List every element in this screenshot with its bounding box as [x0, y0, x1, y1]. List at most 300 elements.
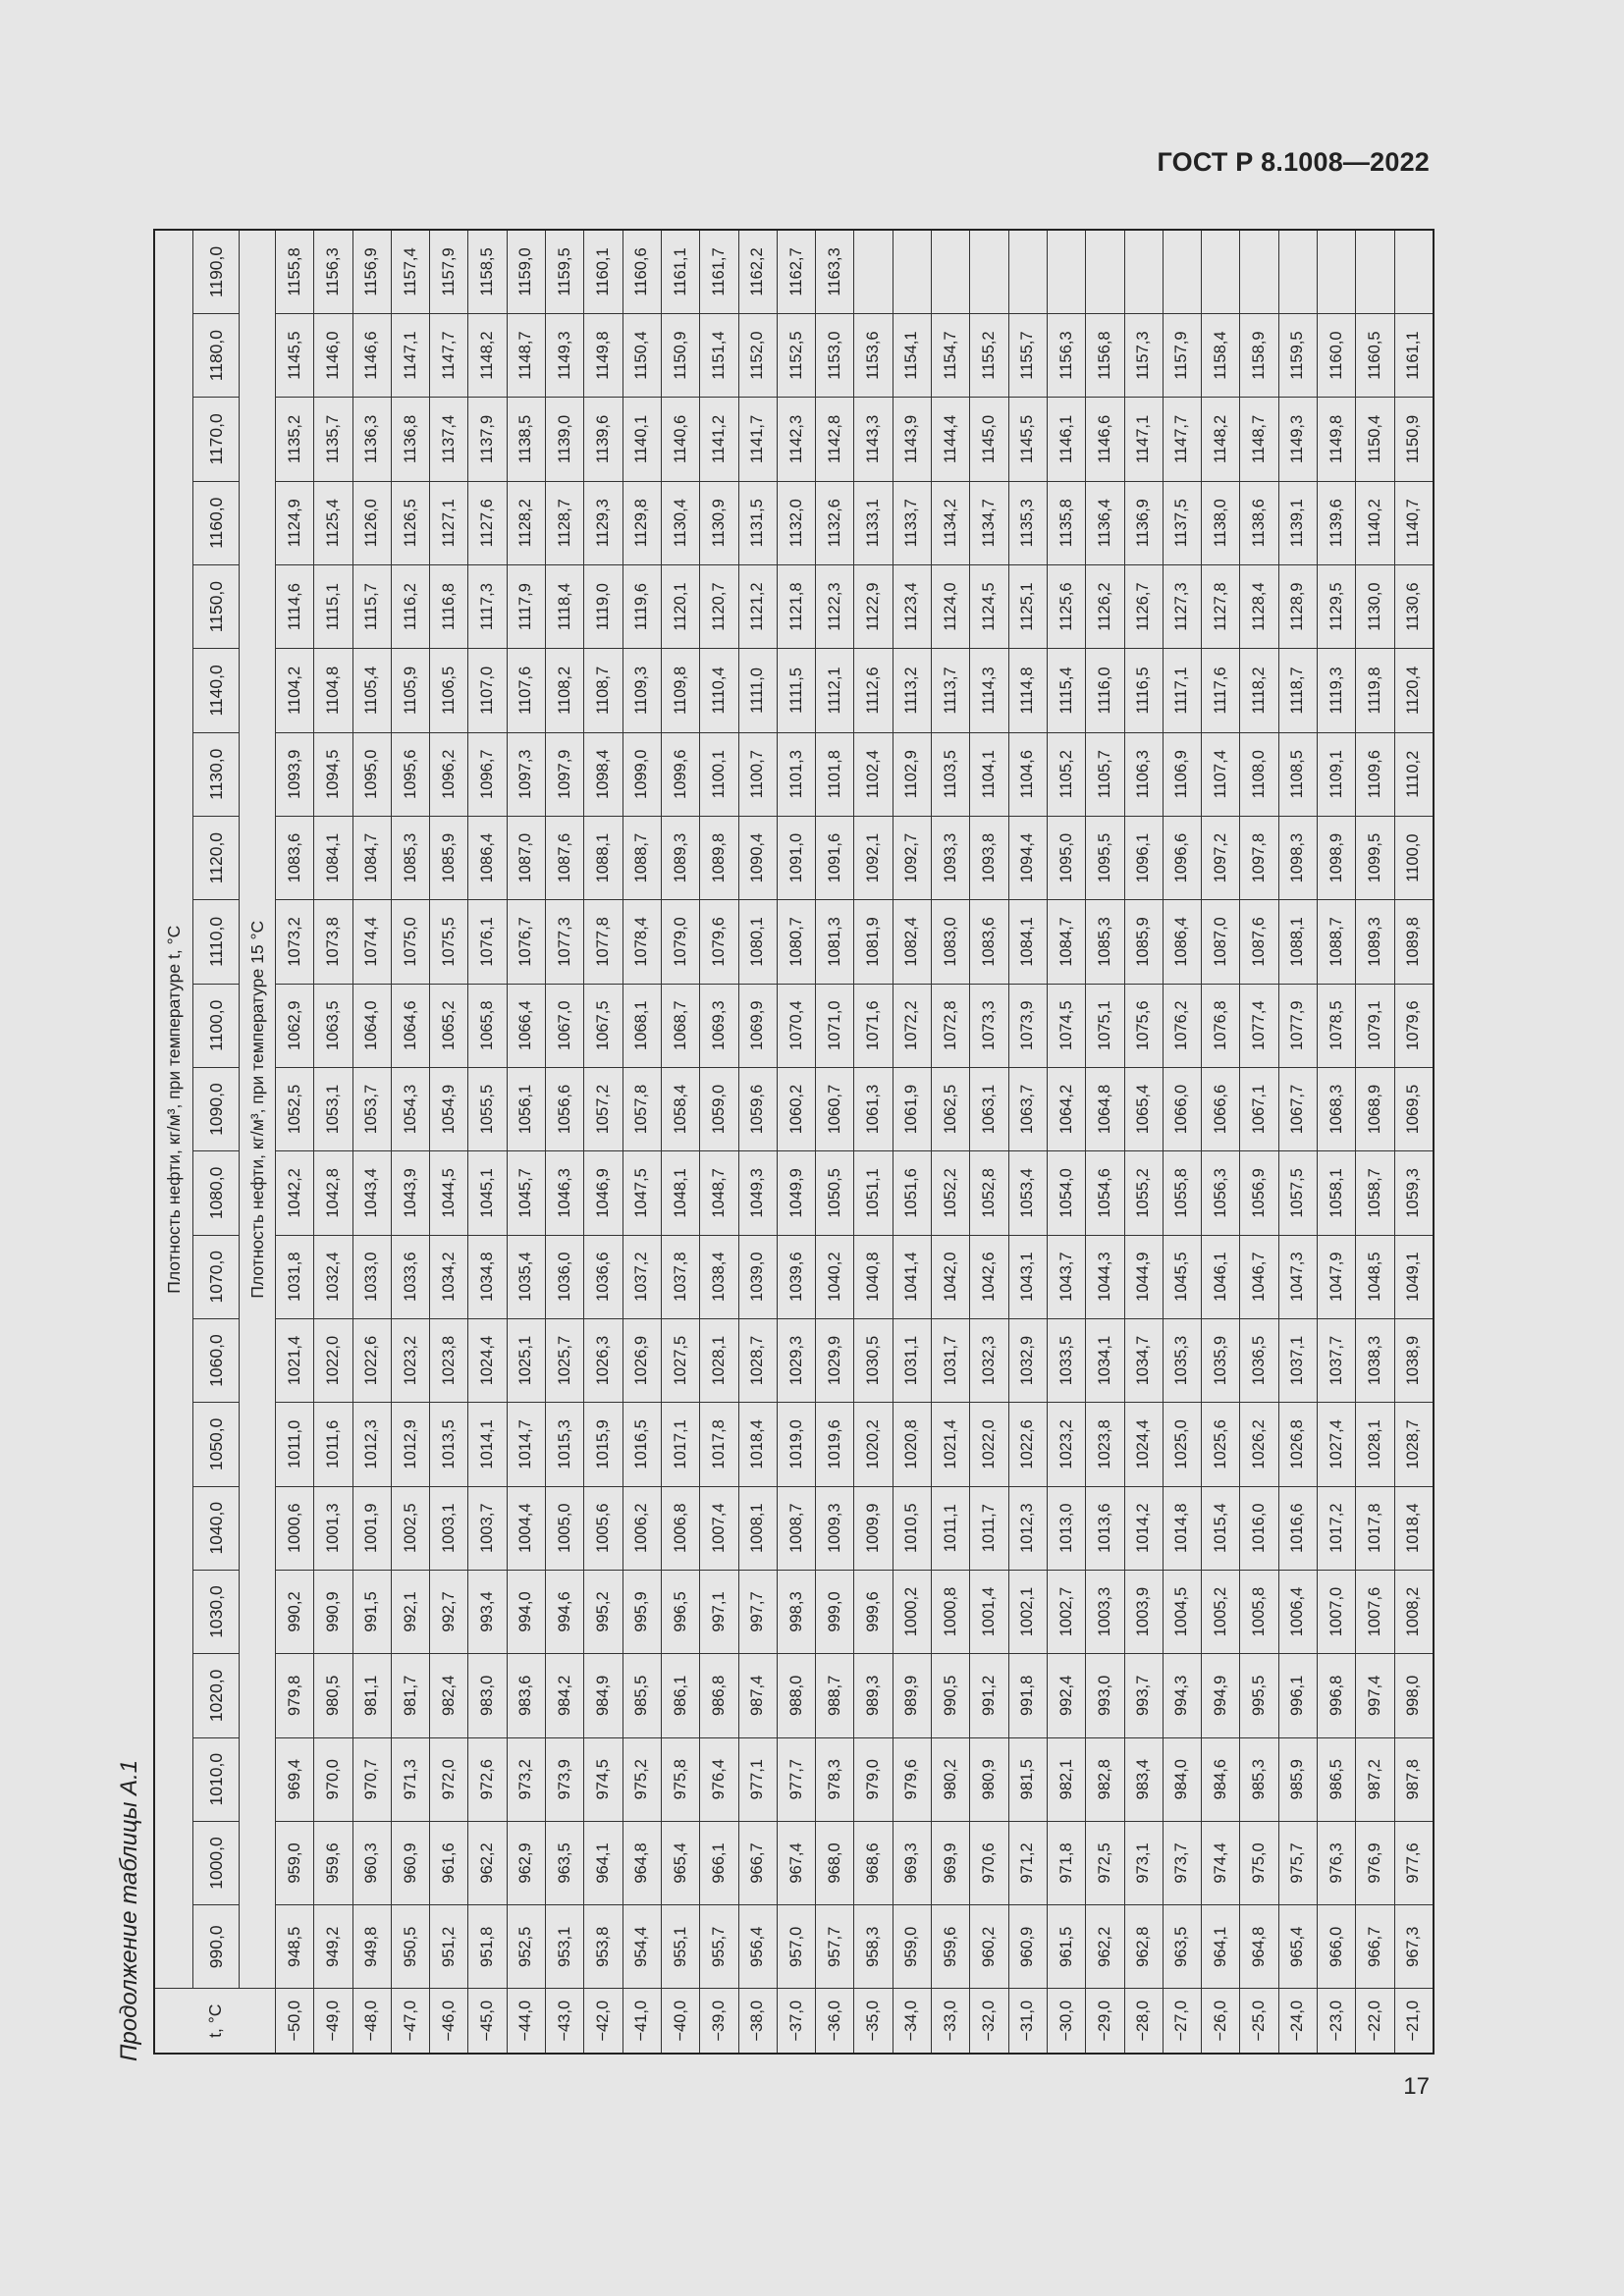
table-row: [1318, 230, 1356, 2054]
density-cell: 1046,9: [584, 1151, 623, 1235]
density-cell: 1093,8: [970, 816, 1008, 899]
density-cell: 1046,7: [1240, 1235, 1278, 1318]
density-cell: 1097,2: [1202, 816, 1240, 899]
density-cell: 1090,4: [738, 816, 777, 899]
density-cell: 1060,7: [816, 1067, 854, 1150]
density-cell: 1043,7: [1047, 1235, 1085, 1318]
density-cell: 1113,2: [893, 649, 931, 732]
density-cell: 1104,1: [970, 732, 1008, 816]
density-cell: 977,1: [738, 1737, 777, 1821]
density-cell: 1088,1: [1278, 900, 1317, 984]
density-cell: 1136,3: [352, 398, 391, 481]
density-cell: 1054,6: [1086, 1151, 1124, 1235]
density-cell: 981,5: [1008, 1737, 1047, 1821]
density-cell: 966,0: [1318, 1905, 1356, 1989]
table-row: [276, 230, 314, 2054]
density-cell: 1097,9: [546, 732, 584, 816]
density-cell: 1043,4: [352, 1151, 391, 1235]
density-cell: 1007,0: [1318, 1570, 1356, 1653]
density-cell: 980,9: [970, 1737, 1008, 1821]
temperature-cell: −40,0: [661, 1989, 699, 2054]
density-cell: 953,1: [546, 1905, 584, 1989]
table-row: [391, 230, 429, 2054]
temperature-cell: −48,0: [352, 1989, 391, 2054]
density-cell: 1033,6: [391, 1235, 429, 1318]
density-cell: 1029,9: [816, 1318, 854, 1402]
density-cell: 1067,7: [1278, 1067, 1317, 1150]
density-cell: 1014,8: [1163, 1486, 1201, 1570]
density-cell: 1159,5: [1278, 313, 1317, 397]
header-row-subgroup: [240, 230, 276, 2054]
density-cell: 983,4: [1124, 1737, 1163, 1821]
density-cell: 1155,2: [970, 313, 1008, 397]
density-cell: 972,5: [1086, 1821, 1124, 1904]
density-cell: 990,9: [314, 1570, 352, 1653]
table-row: [1240, 230, 1278, 2054]
density-cell: 1154,1: [893, 313, 931, 397]
density-cell: 1154,7: [932, 313, 970, 397]
density-cell: 1065,2: [430, 984, 468, 1067]
temperature-cell: −34,0: [893, 1989, 931, 2054]
density-column-header: 1120,0: [193, 816, 240, 899]
density-column-header: 990,0: [193, 1905, 240, 1989]
density-cell: 1129,3: [584, 481, 623, 564]
density-cell: 948,5: [276, 1905, 314, 1989]
density-cell: 1068,7: [661, 984, 699, 1067]
density-cell: 986,5: [1318, 1737, 1356, 1821]
temperature-cell: −49,0: [314, 1989, 352, 2054]
density-cell: 973,7: [1163, 1821, 1201, 1904]
density-cell: 1034,1: [1086, 1318, 1124, 1402]
density-cell: 1106,3: [1124, 732, 1163, 816]
density-cell: 999,0: [816, 1570, 854, 1653]
density-cell: 1125,1: [1008, 564, 1047, 648]
density-cell: 1146,6: [352, 313, 391, 397]
density-cell: 1037,1: [1278, 1318, 1317, 1402]
density-cell: 1123,4: [893, 564, 931, 648]
density-cell: 1128,2: [507, 481, 545, 564]
density-cell: 964,8: [623, 1821, 661, 1904]
density-cell: 1023,8: [430, 1318, 468, 1402]
density-cell: 1033,0: [352, 1235, 391, 1318]
density-cell: 1118,4: [546, 564, 584, 648]
density-column-header: 1100,0: [193, 984, 240, 1067]
density-cell: 1015,4: [1202, 1486, 1240, 1570]
density-cell: 990,5: [932, 1654, 970, 1737]
density-cell: 1162,7: [777, 230, 815, 313]
density-cell: 1034,8: [468, 1235, 507, 1318]
density-cell: 961,5: [1047, 1905, 1085, 1989]
density-cell: 984,9: [584, 1654, 623, 1737]
density-cell: 986,1: [661, 1654, 699, 1737]
temperature-cell: −27,0: [1163, 1989, 1201, 2054]
density-cell: 1146,6: [1086, 398, 1124, 481]
density-cell: 1126,7: [1124, 564, 1163, 648]
density-cell: 1112,6: [854, 649, 893, 732]
temperature-cell: −44,0: [507, 1989, 545, 2054]
density-cell: 1116,2: [391, 564, 429, 648]
density-cell: 1088,1: [584, 816, 623, 899]
density-cell: 1022,0: [314, 1318, 352, 1402]
density-cell: 1001,9: [352, 1486, 391, 1570]
density-cell: 1019,0: [777, 1403, 815, 1486]
temperature-cell: −33,0: [932, 1989, 970, 2054]
density-cell: 973,1: [1124, 1821, 1163, 1904]
density-cell: 1126,5: [391, 481, 429, 564]
density-cell: 1061,3: [854, 1067, 893, 1150]
density-cell: 951,8: [468, 1905, 507, 1989]
density-cell: 1002,1: [1008, 1570, 1047, 1653]
density-cell: 1071,0: [816, 984, 854, 1067]
density-cell: 1008,1: [738, 1486, 777, 1570]
density-cell: 1117,6: [1202, 649, 1240, 732]
density-cell: 1003,9: [1124, 1570, 1163, 1653]
density-cell: 968,6: [854, 1821, 893, 1904]
density-cell: 1159,5: [546, 230, 584, 313]
density-cell: 1129,8: [623, 481, 661, 564]
density-cell: 1005,8: [1240, 1570, 1278, 1653]
density-cell: 1058,1: [1318, 1151, 1356, 1235]
density-cell: 1081,9: [854, 900, 893, 984]
density-cell: 979,8: [276, 1654, 314, 1737]
density-cell: 1026,2: [1240, 1403, 1278, 1486]
density-cell: 1129,5: [1318, 564, 1356, 648]
density-cell: 1049,9: [777, 1151, 815, 1235]
density-cell: 1014,2: [1124, 1486, 1163, 1570]
density-cell: 1053,1: [314, 1067, 352, 1150]
density-cell: 973,2: [507, 1737, 545, 1821]
density-cell: 1160,5: [1356, 313, 1394, 397]
density-column-header: 1050,0: [193, 1403, 240, 1486]
density-cell: 1128,7: [546, 481, 584, 564]
density-cell: 1015,3: [546, 1403, 584, 1486]
density-cell: 1097,3: [507, 732, 545, 816]
density-cell: 958,3: [854, 1905, 893, 1989]
density-cell: 1035,3: [1163, 1318, 1201, 1402]
density-cell: 972,0: [430, 1737, 468, 1821]
density-column-header: 1010,0: [193, 1737, 240, 1821]
density-cell: 1015,9: [584, 1403, 623, 1486]
density-cell: 1002,5: [391, 1486, 429, 1570]
density-cell: 1109,8: [661, 649, 699, 732]
density-cell: 1099,6: [661, 732, 699, 816]
density-column-header: 1080,0: [193, 1151, 240, 1235]
density-cell: 1081,3: [816, 900, 854, 984]
density-cell: 1036,5: [1240, 1318, 1278, 1402]
density-cell: 993,4: [468, 1570, 507, 1653]
density-cell: 1070,4: [777, 984, 815, 1067]
density-cell: [893, 230, 931, 313]
density-cell: 1085,9: [430, 816, 468, 899]
density-cell: 1086,4: [1163, 900, 1201, 984]
density-cell: 1056,6: [546, 1067, 584, 1150]
density-cell: 1104,2: [276, 649, 314, 732]
density-cell: [1086, 230, 1124, 313]
density-cell: 1115,4: [1047, 649, 1085, 732]
density-cell: 1109,1: [1318, 732, 1356, 816]
density-cell: 1042,2: [276, 1151, 314, 1235]
density-cell: 1069,3: [700, 984, 738, 1067]
density-cell: 1000,6: [276, 1486, 314, 1570]
density-cell: 1052,2: [932, 1151, 970, 1235]
density-cell: 1080,1: [738, 900, 777, 984]
density-cell: 1104,6: [1008, 732, 1047, 816]
density-cell: 966,1: [700, 1821, 738, 1904]
temperature-cell: −36,0: [816, 1989, 854, 2054]
density-cell: 1127,6: [468, 481, 507, 564]
density-cell: 1106,9: [1163, 732, 1201, 816]
table-row: [314, 230, 352, 2054]
density-cell: 1017,8: [1356, 1486, 1394, 1570]
density-cell: 1160,0: [1318, 313, 1356, 397]
density-cell: 1132,0: [777, 481, 815, 564]
density-cell: 1076,7: [507, 900, 545, 984]
density-cell: 1036,6: [584, 1235, 623, 1318]
density-cell: 1028,1: [1356, 1403, 1394, 1486]
density-cell: 1099,0: [623, 732, 661, 816]
density-cell: 1046,1: [1202, 1235, 1240, 1318]
density-cell: 1083,6: [276, 816, 314, 899]
density-cell: 1017,8: [700, 1403, 738, 1486]
density-cell: 1028,1: [700, 1318, 738, 1402]
temperature-cell: −35,0: [854, 1989, 893, 2054]
density-cell: 996,8: [1318, 1654, 1356, 1737]
table-row: [970, 230, 1008, 2054]
temperature-cell: −25,0: [1240, 1989, 1278, 2054]
density-cell: 1146,0: [314, 313, 352, 397]
density-cell: 1100,1: [700, 732, 738, 816]
density-cell: 1147,1: [391, 313, 429, 397]
density-cell: 1016,5: [623, 1403, 661, 1486]
density-cell: 999,6: [854, 1570, 893, 1653]
density-cell: 1007,6: [1356, 1570, 1394, 1653]
density-cell: 1087,0: [507, 816, 545, 899]
density-cell: 964,1: [1202, 1905, 1240, 1989]
density-cell: 1091,6: [816, 816, 854, 899]
document-designation: ГОСТ Р 8.1008—2022: [1157, 147, 1430, 177]
density-cell: 989,3: [854, 1654, 893, 1737]
density-cell: 1155,8: [276, 230, 314, 313]
density-cell: 1066,4: [507, 984, 545, 1067]
density-cell: 1069,5: [1394, 1067, 1434, 1150]
density-cell: 1130,6: [1394, 564, 1434, 648]
density-cell: 1119,3: [1318, 649, 1356, 732]
density-cell: 1151,4: [700, 313, 738, 397]
density-cell: 1084,7: [352, 816, 391, 899]
density-cell: 1075,1: [1086, 984, 1124, 1067]
density-cell: 984,0: [1163, 1737, 1201, 1821]
density-cell: 1105,2: [1047, 732, 1085, 816]
density-cell: 1148,7: [507, 313, 545, 397]
density-cell: 1156,9: [352, 230, 391, 313]
density-cell: 1146,1: [1047, 398, 1085, 481]
density-cell: 1120,1: [661, 564, 699, 648]
density-cell: 1138,0: [1202, 481, 1240, 564]
density-cell: 1157,3: [1124, 313, 1163, 397]
density-cell: 1089,3: [661, 816, 699, 899]
density-cell: 1034,7: [1124, 1318, 1163, 1402]
table-row: [1086, 230, 1124, 2054]
density-cell: 1012,3: [352, 1403, 391, 1486]
density-column-header: 1090,0: [193, 1067, 240, 1150]
table-row: [854, 230, 893, 2054]
density-cell: 1054,9: [430, 1067, 468, 1150]
density-cell: 997,7: [738, 1570, 777, 1653]
density-cell: 1119,0: [584, 564, 623, 648]
density-cell: 1010,5: [893, 1486, 931, 1570]
density-cell: 1045,7: [507, 1151, 545, 1235]
density-cell: 1000,2: [893, 1570, 931, 1653]
density-cell: 1157,4: [391, 230, 429, 313]
density-cell: 963,5: [546, 1821, 584, 1904]
density-cell: 1072,2: [893, 984, 931, 1067]
density-cell: 1005,6: [584, 1486, 623, 1570]
density-cell: 1052,5: [276, 1067, 314, 1150]
density-column-header: 1190,0: [193, 230, 240, 313]
density-cell: 1056,3: [1202, 1151, 1240, 1235]
density-cell: 1061,9: [893, 1067, 931, 1150]
density-cell: 950,5: [391, 1905, 429, 1989]
density-cell: 1077,3: [546, 900, 584, 984]
density-cell: 1103,5: [932, 732, 970, 816]
density-cell: 1037,7: [1318, 1318, 1356, 1402]
density-cell: 982,1: [1047, 1737, 1085, 1821]
density-cell: 1126,0: [352, 481, 391, 564]
density-cell: 962,2: [1086, 1905, 1124, 1989]
density-cell: 1092,7: [893, 816, 931, 899]
density-cell: 1140,1: [623, 398, 661, 481]
density-cell: 1016,0: [1240, 1486, 1278, 1570]
density-cell: 1055,8: [1163, 1151, 1201, 1235]
density-cell: 1143,3: [854, 398, 893, 481]
density-cell: 1130,4: [661, 481, 699, 564]
density-cell: 1160,1: [584, 230, 623, 313]
density-cell: 1100,7: [738, 732, 777, 816]
temperature-cell: −46,0: [430, 1989, 468, 2054]
density-cell: 1073,9: [1008, 984, 1047, 1067]
density-cell: 1149,8: [584, 313, 623, 397]
table-row: [661, 230, 699, 2054]
density-cell: 997,1: [700, 1570, 738, 1653]
density-cell: 969,4: [276, 1737, 314, 1821]
temperature-cell: −45,0: [468, 1989, 507, 2054]
density-cell: 1073,8: [314, 900, 352, 984]
density-cell: 965,4: [661, 1821, 699, 1904]
density-cell: 1126,2: [1086, 564, 1124, 648]
density-cell: 1079,6: [700, 900, 738, 984]
density-cell: 959,0: [893, 1905, 931, 1989]
density-cell: 1026,8: [1278, 1403, 1317, 1486]
density-cell: 1096,7: [468, 732, 507, 816]
density-cell: 1136,8: [391, 398, 429, 481]
density-cell: 1020,2: [854, 1403, 893, 1486]
density-cell: 953,8: [584, 1905, 623, 1989]
density-cell: [1318, 230, 1356, 313]
density-cell: [1202, 230, 1240, 313]
table-row: [623, 230, 661, 2054]
density-cell: 962,8: [1124, 1905, 1163, 1989]
table-caption: Продолжение таблицы А.1: [116, 1759, 142, 2061]
density-cell: 1054,0: [1047, 1151, 1085, 1235]
density-cell: 1125,4: [314, 481, 352, 564]
density-cell: 1064,6: [391, 984, 429, 1067]
density-cell: 1044,9: [1124, 1235, 1163, 1318]
density-cell: 1050,5: [816, 1151, 854, 1235]
density-cell: 1035,4: [507, 1235, 545, 1318]
temperature-cell: −29,0: [1086, 1989, 1124, 2054]
temperature-cell: −28,0: [1124, 1989, 1163, 2054]
density-cell: 1140,7: [1394, 481, 1434, 564]
density-cell: 1066,6: [1202, 1067, 1240, 1150]
density-cell: 976,3: [1318, 1821, 1356, 1904]
density-cell: 1084,1: [314, 816, 352, 899]
density-cell: 984,2: [546, 1654, 584, 1737]
density-cell: [1008, 230, 1047, 313]
density-cell: 975,7: [1278, 1821, 1317, 1904]
table-row: [546, 230, 584, 2054]
density-cell: 974,5: [584, 1737, 623, 1821]
density-cell: 966,7: [1356, 1905, 1394, 1989]
rotated-page-content: [108, 226, 1429, 2061]
density-cell: 1100,0: [1394, 816, 1434, 899]
density-cell: 1079,1: [1356, 984, 1394, 1067]
density-cell: 1052,8: [970, 1151, 1008, 1235]
density-column-header: 1180,0: [193, 313, 240, 397]
density-cell: 1068,3: [1318, 1067, 1356, 1150]
density-cell: 1131,5: [738, 481, 777, 564]
density-column-header: 1130,0: [193, 732, 240, 816]
density-cell: 1087,0: [1202, 900, 1240, 984]
density-cell: 1161,1: [1394, 313, 1434, 397]
density-column-header: 1150,0: [193, 564, 240, 648]
page-number: 17: [1403, 2073, 1430, 2100]
density-cell: 1096,1: [1124, 816, 1163, 899]
density-cell: 1085,9: [1124, 900, 1163, 984]
density-cell: 955,1: [661, 1905, 699, 1989]
density-cell: 1079,6: [1394, 984, 1434, 1067]
density-cell: 1056,1: [507, 1067, 545, 1150]
density-cell: 1008,2: [1394, 1570, 1434, 1653]
density-cell: 1055,5: [468, 1067, 507, 1150]
density-cell: 972,6: [468, 1737, 507, 1821]
density-cell: 1075,0: [391, 900, 429, 984]
density-cell: 1012,9: [391, 1403, 429, 1486]
density-cell: 1109,3: [623, 649, 661, 732]
density-cell: 1067,0: [546, 984, 584, 1067]
density-cell: 1152,5: [777, 313, 815, 397]
density-cell: 1009,3: [816, 1486, 854, 1570]
density-cell: 1025,6: [1202, 1403, 1240, 1486]
density-cell: 1045,1: [468, 1151, 507, 1235]
density-cell: 967,3: [1394, 1905, 1434, 1989]
density-cell: 1140,6: [661, 398, 699, 481]
density-cell: 976,9: [1356, 1821, 1394, 1904]
density-cell: 1019,6: [816, 1403, 854, 1486]
density-cell: 967,4: [777, 1821, 815, 1904]
density-cell: 1116,5: [1124, 649, 1163, 732]
density-cell: 959,0: [276, 1821, 314, 1904]
density-cell: 1153,6: [854, 313, 893, 397]
temperature-cell: −30,0: [1047, 1989, 1085, 2054]
table-row: [738, 230, 777, 2054]
table-row: [1394, 230, 1434, 2054]
density-cell: 1023,2: [1047, 1403, 1085, 1486]
density-cell: 991,5: [352, 1570, 391, 1653]
density-cell: 985,9: [1278, 1737, 1317, 1821]
table-row: [893, 230, 931, 2054]
density-cell: 1057,2: [584, 1067, 623, 1150]
density-cell: 1017,1: [661, 1403, 699, 1486]
